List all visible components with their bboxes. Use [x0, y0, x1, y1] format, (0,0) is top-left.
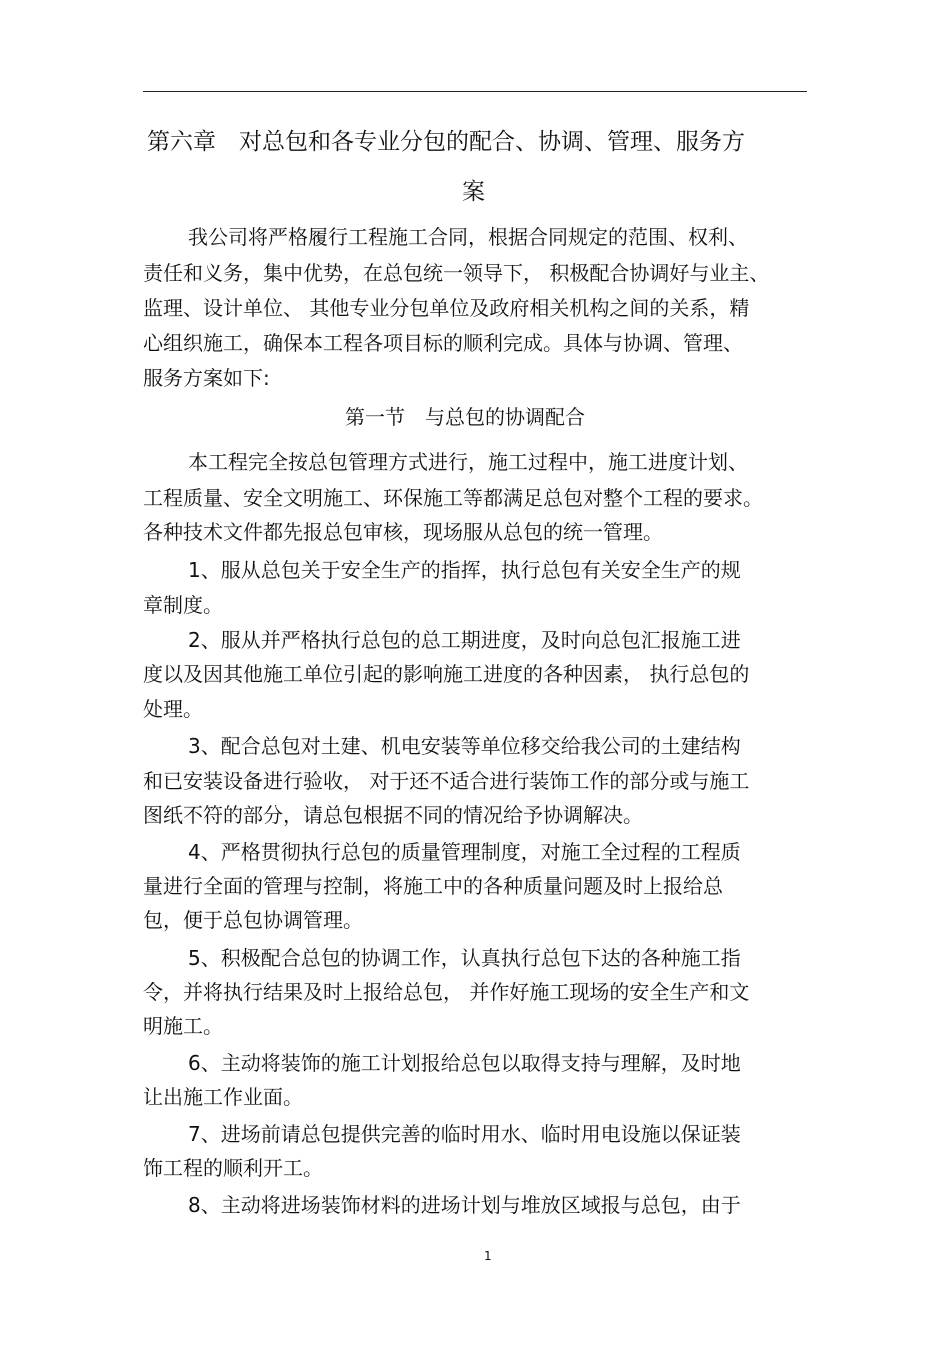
list-item-line: 包，便于总包协调管理。: [143, 908, 363, 932]
list-item-line: 饰工程的顺利开工。: [143, 1156, 323, 1180]
list-item-line: 8、主动将进场装饰材料的进场计划与堆放区域报与总包，由于: [188, 1193, 741, 1217]
paragraph-line: 本工程完全按总包管理方式进行，施工过程中，施工进度计划、: [188, 450, 748, 474]
paragraph-line: 心组织施工，确保本工程各项目标的顺利完成。具体与协调、管理、: [143, 331, 743, 355]
list-item-line: 章制度。: [143, 593, 223, 617]
chapter-title: 第六章 对总包和各专业分包的配合、协调、管理、服务方: [147, 129, 745, 155]
list-item-line: 量进行全面的管理与控制，将施工中的各种质量问题及时上报给总: [143, 874, 723, 898]
paragraph-line: 责任和义务，集中优势，在总包统一领导下， 积极配合协调好与业主、: [143, 261, 770, 285]
chapter-title-continued: 案: [462, 179, 485, 205]
list-item-line: 1、服从总包关于安全生产的指挥，执行总包有关安全生产的规: [188, 558, 741, 582]
paragraph-line: 工程质量、安全文明施工、环保施工等都满足总包对整个工程的要求。: [143, 486, 763, 510]
list-item-line: 处理。: [143, 697, 203, 721]
list-item-line: 度以及因其他施工单位引起的影响施工进度的各种因素， 执行总包的: [143, 662, 750, 686]
list-item-line: 2、服从并严格执行总包的总工期进度，及时向总包汇报施工进: [188, 628, 741, 652]
list-item-line: 令，并将执行结果及时上报给总包， 并作好施工现场的安全生产和文: [143, 980, 750, 1004]
list-item-line: 7、进场前请总包提供完善的临时用水、临时用电设施以保证装: [188, 1122, 741, 1146]
paragraph-line: 我公司将严格履行工程施工合同，根据合同规定的范围、权利、: [188, 225, 748, 249]
list-item-line: 6、主动将装饰的施工计划报给总包以取得支持与理解，及时地: [188, 1051, 741, 1075]
list-item-line: 和已安装设备进行验收， 对于还不适合进行装饰工作的部分或与施工: [143, 769, 750, 793]
list-item-line: 4、严格贯彻执行总包的质量管理制度，对施工全过程的工程质: [188, 840, 741, 864]
paragraph-line: 服务方案如下:: [143, 366, 270, 390]
list-item-line: 明施工。: [143, 1014, 223, 1038]
list-item-line: 3、配合总包对土建、机电安装等单位移交给我公司的土建结构: [188, 734, 741, 758]
paragraph-line: 各种技术文件都先报总包审核，现场服从总包的统一管理。: [143, 520, 663, 544]
header-rule: [143, 91, 807, 92]
section-title: 第一节 与总包的协调配合: [345, 405, 585, 429]
list-item-line: 图纸不符的部分，请总包根据不同的情况给予协调解决。: [143, 803, 643, 827]
page-number: 1: [484, 1249, 492, 1263]
list-item-line: 5、积极配合总包的协调工作，认真执行总包下达的各种施工指: [188, 946, 741, 970]
paragraph-line: 监理、设计单位、 其他专业分包单位及政府相关机构之间的关系，精: [143, 296, 750, 320]
list-item-line: 让出施工作业面。: [143, 1085, 303, 1109]
